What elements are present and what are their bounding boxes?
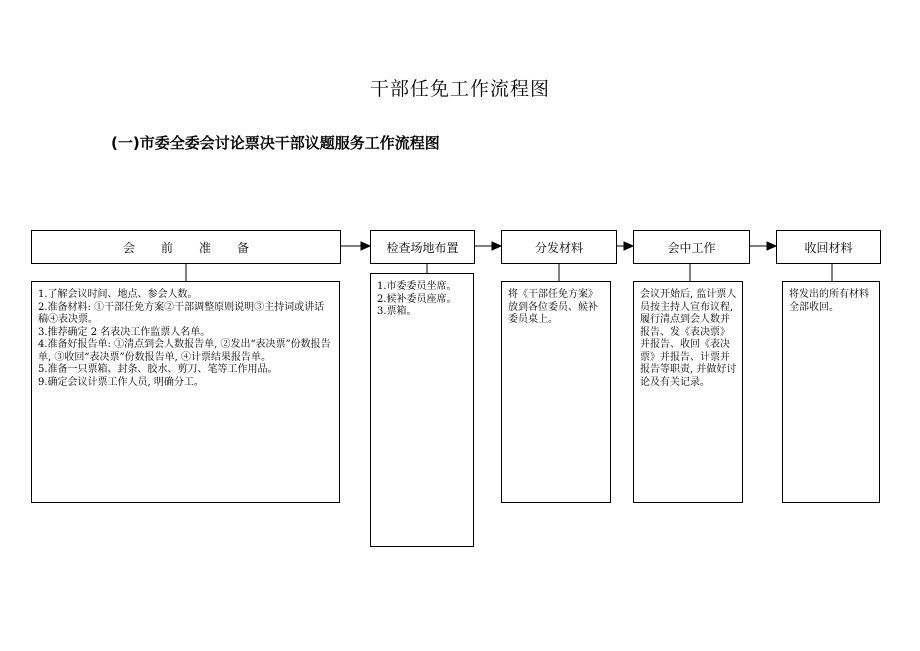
- stage-details-5: 将发出的所有材料全部收回。: [782, 281, 880, 503]
- stage-label-5: 收回材料: [804, 240, 853, 255]
- stage-details-1: 1.了解会议时间、地点、参会人数。 2.准备材料: ①干部任免方案②干部调整原则说明③主持词或讲话稿④表决票。 3.推荐确定 2 名表决工作监票人名单。 4.准备好报告单: ①清点到会人数报告单, ②发出“表决票”份数报告单, ③收回“表决票”份数报告单, ④计票结果报告单。 5.准备一只票箱、封条、胶水、剪刀、笔等工作用品。 9.确定会议计票工作人员, 明确分工。: [31, 281, 340, 503]
- stage-label-1: 会前准备: [122, 240, 275, 255]
- stage-box-4: [633, 230, 750, 264]
- stage-details-4: 会议开始后, 监计票人员按主持人宣布议程, 履行清点到会人数并报告、发《表决票》并报告、收回《表决票》并报告、计票并报告等职责, 并做好讨论及有关记录。: [633, 281, 743, 503]
- stage-label-2: 检查场地布置: [386, 240, 459, 255]
- section-subtitle: (一)市委全委会讨论票决干部议题服务工作流程图: [111, 134, 440, 152]
- arrowhead-3-4: [624, 242, 633, 250]
- stage-box-2: [370, 230, 475, 264]
- arrowhead-1-2: [361, 242, 370, 250]
- stage-box-1: [31, 230, 341, 264]
- stage-box-3: [501, 230, 617, 264]
- arrowhead-4-5: [767, 242, 776, 250]
- stage-box-5: [776, 230, 881, 264]
- arrowhead-2-3: [492, 242, 501, 250]
- stage-details-3: 将《干部任免方案》放到各位委员、候补委员桌上。: [501, 281, 611, 503]
- stage-label-4: 会中工作: [667, 240, 716, 255]
- stage-label-3: 分发材料: [534, 240, 583, 255]
- page-title: 干部任免工作流程图: [369, 78, 550, 100]
- stage-details-2: 1.市委委员坐席。 2.候补委员座席。 3.票箱。: [370, 273, 474, 547]
